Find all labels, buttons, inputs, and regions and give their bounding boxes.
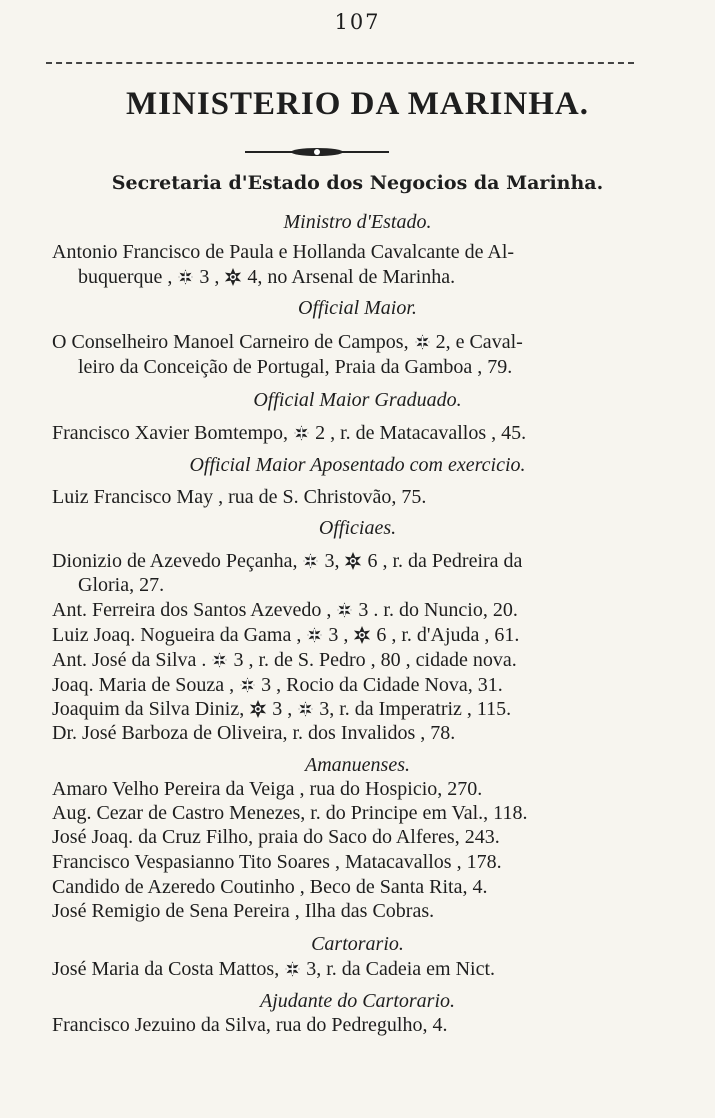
section-subtitle: Secretaria d'Estado dos Negocios da Marinha. (111, 172, 604, 194)
text-line: Ant. José da Silva . 3 , r. de S. Pedro , 80 , cidade nova. (52, 649, 517, 671)
order-cross-icon (336, 601, 353, 619)
page-title: MINISTERIO DA MARINHA. (126, 86, 589, 122)
order-cross-icon (414, 333, 431, 351)
order-star-icon (344, 552, 362, 570)
order-cross-icon (293, 424, 310, 442)
heading-cartorario: Cartorario. (311, 933, 404, 955)
text-line: Aug. Cezar de Castro Menezes, r. do Principe em Val., 118. (52, 802, 528, 824)
text-line: Candido de Azeredo Coutinho , Beco de Santa Rita, 4. (52, 876, 488, 898)
heading-aposentado: Official Maior Aposentado com exercicio. (189, 454, 526, 476)
ornament-divider-icon (245, 142, 389, 162)
order-cross-icon (239, 676, 256, 694)
text-line: Amaro Velho Pereira da Veiga , rua do Hospicio, 270. (52, 778, 483, 800)
order-cross-icon (302, 552, 319, 570)
text-line: Francisco Xavier Bomtempo, 2 , r. de Matacavallos , 45. (52, 422, 527, 444)
text-line: buquerque , 3 , 4, no Arsenal de Marinha. (78, 266, 456, 288)
heading-officiaes: Officiaes. (318, 517, 397, 539)
heading-ministro: Ministro d'Estado. (283, 211, 432, 233)
order-star-icon (224, 268, 242, 286)
top-rule (46, 62, 634, 64)
order-cross-icon (211, 651, 228, 669)
text-line: José Remigio de Sena Pereira , Ilha das Cobras. (52, 900, 435, 922)
heading-graduado: Official Maior Graduado. (253, 389, 462, 411)
text-line: Joaquim da Silva Diniz, 3 , 3, r. da Imperatriz , 115. (52, 698, 512, 720)
order-cross-icon (297, 700, 314, 718)
text-line: Gloria, 27. (78, 574, 165, 596)
order-cross-icon (177, 268, 194, 286)
heading-official-maior: Official Maior. (298, 297, 417, 319)
text-line: Dr. José Barboza de Oliveira, r. dos Invalidos , 78. (52, 722, 456, 744)
page-number: 107 (334, 10, 381, 34)
heading-ajudante: Ajudante do Cartorario. (259, 990, 455, 1012)
heading-amanuenses: Amanuenses. (305, 754, 410, 776)
text-line: O Conselheiro Manoel Carneiro de Campos, 2, e Caval- (52, 331, 523, 353)
order-star-icon (249, 700, 267, 718)
text-line: Francisco Vespasianno Tito Soares , Matacavallos , 178. (52, 851, 502, 873)
order-star-icon (353, 626, 371, 644)
text-line: José Maria da Costa Mattos, 3, r. da Cadeia em Nict. (52, 958, 496, 980)
text-line: Luiz Francisco May , rua de S. Christovão, 75. (52, 486, 427, 508)
text-line: Francisco Jezuino da Silva, rua do Pedregulho, 4. (52, 1014, 448, 1036)
text-line: Luiz Joaq. Nogueira da Gama , 3 , 6 , r. d'Ajuda , 61. (52, 624, 520, 646)
text-line: leiro da Conceição de Portugal, Praia da Gamboa , 79. (78, 356, 513, 378)
text-line: Antonio Francisco de Paula e Hollanda Cavalcante de Al- (52, 241, 515, 263)
text-line: Joaq. Maria de Souza , 3 , Rocio da Cidade Nova, 31. (52, 674, 503, 696)
text-line: Ant. Ferreira dos Santos Azevedo , 3 . r. do Nuncio, 20. (52, 599, 518, 621)
text-line: Dionizio de Azevedo Peçanha, 3, 6 , r. da Pedreira da (52, 550, 523, 572)
order-cross-icon (306, 626, 323, 644)
text-line: José Joaq. da Cruz Filho, praia do Saco do Alferes, 243. (52, 826, 500, 848)
order-cross-icon (284, 960, 301, 978)
